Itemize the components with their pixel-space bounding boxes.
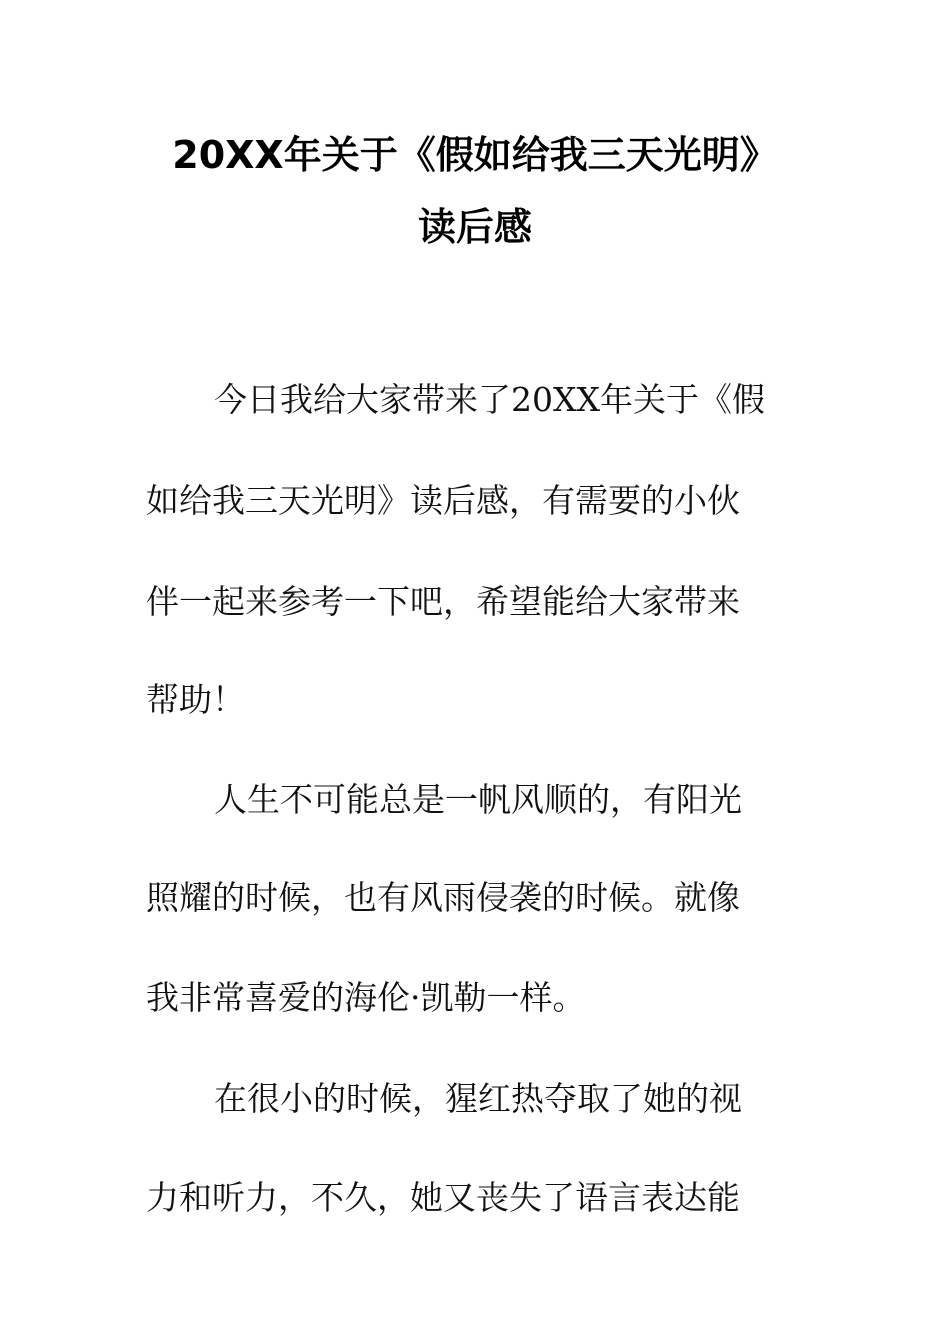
document-title: 20XX年关于《假如给我三天光明》 — [172, 133, 778, 177]
paragraph-line: 伴一起来参考一下吧，希望能给大家带来 — [146, 582, 740, 621]
paragraph-line: 力和听力，不久，她又丧失了语言表达能 — [146, 1178, 740, 1217]
paragraph-line: 人生不可能总是一帆风顺的，有阳光 — [214, 780, 742, 819]
paragraph-line: 帮助！ — [146, 680, 245, 719]
paragraph-line: 今日我给大家带来了20XX年关于《假 — [214, 380, 765, 419]
paragraph-line: 我非常喜爱的海伦·凯勒一样。 — [146, 978, 586, 1017]
paragraph-line: 如给我三天光明》读后感，有需要的小伙 — [146, 481, 740, 520]
paragraph-line: 在很小的时候，猩红热夺取了她的视 — [214, 1079, 742, 1118]
document-title-continued: 读后感 — [417, 205, 532, 249]
paragraph-line: 照耀的时候，也有风雨侵袭的时候。就像 — [146, 878, 740, 917]
